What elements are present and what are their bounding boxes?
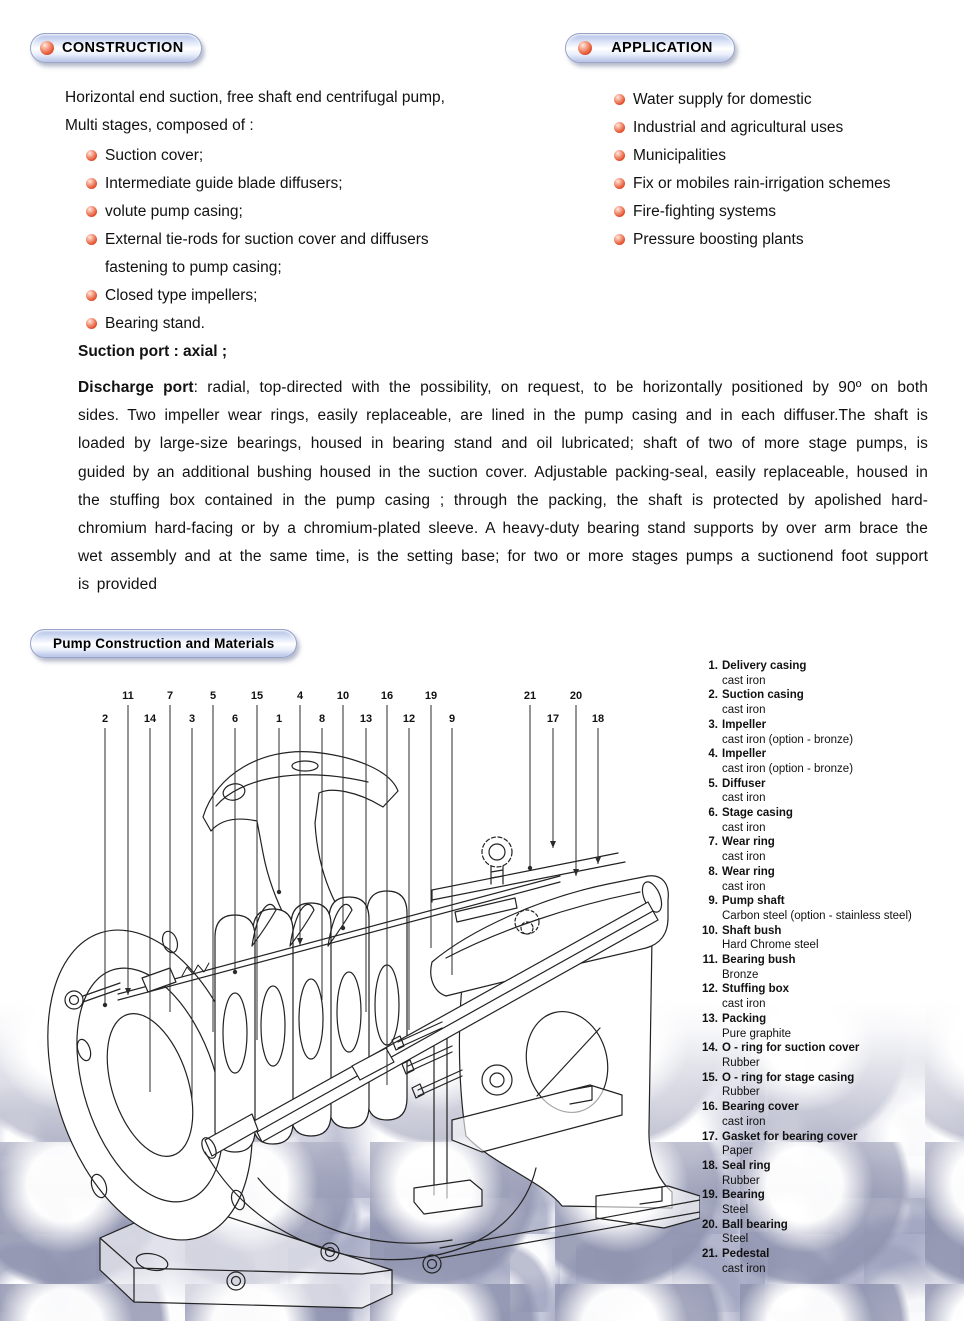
bullet-icon bbox=[86, 178, 97, 189]
part-number: 12. bbox=[702, 983, 718, 996]
callout-number-13: 13 bbox=[359, 713, 373, 725]
part-material: cast iron bbox=[722, 998, 766, 1011]
part-number: 11. bbox=[702, 954, 718, 967]
part-row bbox=[684, 953, 962, 982]
part-number: 9. bbox=[708, 895, 718, 908]
list-item bbox=[614, 170, 959, 198]
bullet-icon bbox=[614, 206, 625, 217]
part-number: 10. bbox=[702, 924, 718, 937]
list-item bbox=[86, 226, 486, 282]
part-number: 20. bbox=[702, 1218, 718, 1231]
part-row bbox=[684, 1100, 962, 1129]
part-number: 14. bbox=[702, 1042, 718, 1055]
section-badge-materials bbox=[30, 629, 297, 658]
part-row bbox=[684, 688, 962, 717]
part-name: Wear ring bbox=[722, 865, 775, 878]
suction-port-line: Suction port : axial ; bbox=[78, 343, 227, 360]
callout-number-21: 21 bbox=[523, 690, 537, 702]
red-sphere-icon bbox=[578, 41, 592, 55]
list-item-text: Suction cover; bbox=[105, 147, 204, 164]
part-material: Rubber bbox=[722, 1056, 760, 1069]
list-item-text: Fix or mobiles rain-irrigation schemes bbox=[633, 175, 891, 192]
part-row bbox=[684, 865, 962, 894]
part-row bbox=[684, 1041, 962, 1070]
callout-arrow-17 bbox=[550, 841, 556, 848]
bullet-icon bbox=[614, 122, 625, 133]
callout-number-1: 1 bbox=[275, 713, 283, 725]
bullet-icon bbox=[86, 290, 97, 301]
callout-number-9: 9 bbox=[448, 713, 456, 725]
part-number: 5. bbox=[708, 777, 718, 790]
list-item-text: Industrial and agricultural uses bbox=[633, 119, 844, 136]
part-number: 16. bbox=[702, 1101, 718, 1114]
list-item bbox=[614, 86, 959, 114]
part-material: Carbon steel (option - stainless steel) bbox=[722, 909, 912, 922]
part-row bbox=[684, 806, 962, 835]
part-name: Stage casing bbox=[722, 807, 793, 820]
part-row bbox=[684, 1071, 962, 1100]
bullet-icon bbox=[614, 150, 625, 161]
list-item bbox=[86, 170, 486, 198]
section-badge-construction bbox=[30, 33, 202, 63]
part-number: 3. bbox=[708, 718, 718, 731]
part-row bbox=[684, 1130, 962, 1159]
part-material: cast iron bbox=[722, 1262, 766, 1275]
list-item-text: Intermediate guide blade diffusers; bbox=[105, 175, 343, 192]
section-title: APPLICATION bbox=[611, 40, 713, 56]
callout-number-4: 4 bbox=[296, 690, 304, 702]
part-name: Wear ring bbox=[722, 836, 775, 849]
pump-diagram-svg bbox=[40, 680, 700, 1321]
intro-line: Horizontal end suction, free shaft end centrifugal pump, bbox=[65, 89, 445, 106]
list-item-text: Fire-fighting systems bbox=[633, 203, 776, 220]
part-name: Shaft bush bbox=[722, 924, 782, 937]
parts-list bbox=[684, 659, 962, 1277]
part-number: 2. bbox=[708, 689, 718, 702]
callout-number-20: 20 bbox=[569, 690, 583, 702]
part-name: Suction casing bbox=[722, 689, 804, 702]
callout-number-15: 15 bbox=[250, 690, 264, 702]
callout-number-2: 2 bbox=[101, 713, 109, 725]
list-item-text: Pressure boosting plants bbox=[633, 231, 804, 248]
part-material: Bronze bbox=[722, 968, 759, 981]
list-item bbox=[86, 282, 486, 310]
part-number: 4. bbox=[708, 748, 718, 761]
list-item bbox=[614, 198, 959, 226]
list-item bbox=[614, 114, 959, 142]
list-item-text: Water supply for domestic bbox=[633, 91, 812, 108]
part-material: cast iron (option - bronze) bbox=[722, 733, 854, 746]
callout-number-12: 12 bbox=[402, 713, 416, 725]
discharge-text: : radial, top-directed with the possibility, on request, to be horizontally positioned by 90º on both sides. Two impeller wear rings, easily replaceable, are lined in the pump casing and in each diffuser.The shaft is loaded by large-size bearings, housed in bearing stand and oil lubricated; shaft of two of more stage pumps, is guided by an additional bushing housed in the suction cover. Adjustable packing-seal, easily replaceable, housed in the stuffing box contained in the pump casing ; through the packing, the shaft is protected by apolished hard-chromium hard-facing or by a chromium-plated sleeve. A heavy-duty bearing stand supports by over arm brace the wet assembly and at the same time, is the setting base; for two or more stages pumps a suctionend foot support is provided bbox=[78, 379, 928, 594]
part-name: O - ring for stage casing bbox=[722, 1071, 855, 1084]
construction-list bbox=[86, 142, 486, 338]
callout-number-6: 6 bbox=[231, 713, 239, 725]
part-name: Bearing cover bbox=[722, 1101, 799, 1114]
part-number: 1. bbox=[708, 660, 718, 672]
part-number: 7. bbox=[708, 836, 718, 849]
intro-line: Multi stages, composed of : bbox=[65, 117, 254, 134]
list-item bbox=[614, 226, 959, 254]
callout-number-16: 16 bbox=[380, 690, 394, 702]
part-material: Steel bbox=[722, 1233, 749, 1246]
bullet-icon bbox=[86, 150, 97, 161]
list-item-text: External tie-rods for suction cover and diffusers fastening to pump casing; bbox=[105, 231, 429, 276]
callout-number-5: 5 bbox=[209, 690, 217, 702]
list-item bbox=[86, 198, 486, 226]
callout-arrow-18 bbox=[595, 857, 601, 864]
bullet-icon bbox=[614, 94, 625, 105]
part-number: 17. bbox=[702, 1130, 718, 1143]
callout-number-18: 18 bbox=[591, 713, 605, 725]
section-title: CONSTRUCTION bbox=[62, 40, 184, 56]
part-row bbox=[684, 747, 962, 776]
section-title: Pump Construction and Materials bbox=[53, 636, 275, 651]
list-item-text: Municipalities bbox=[633, 147, 727, 164]
part-number: 13. bbox=[702, 1012, 718, 1025]
section-badge-application bbox=[565, 33, 735, 63]
red-sphere-icon bbox=[40, 41, 54, 55]
part-material: cast iron (option - bronze) bbox=[722, 762, 854, 775]
list-item bbox=[86, 310, 486, 338]
list-item-text: Bearing stand. bbox=[105, 315, 205, 332]
part-row bbox=[684, 924, 962, 953]
discharge-paragraph bbox=[78, 374, 928, 600]
part-name: Pump shaft bbox=[722, 895, 785, 908]
list-item bbox=[86, 142, 486, 170]
list-item bbox=[614, 142, 959, 170]
part-material: Pure graphite bbox=[722, 1027, 792, 1040]
callout-number-17: 17 bbox=[546, 713, 560, 725]
bullet-icon bbox=[86, 206, 97, 217]
bullet-icon bbox=[86, 234, 97, 245]
part-material: cast iron bbox=[722, 821, 766, 834]
part-name: Delivery casing bbox=[722, 660, 807, 672]
part-name: Packing bbox=[722, 1012, 767, 1025]
construction-intro bbox=[65, 84, 545, 140]
bullet-icon bbox=[614, 178, 625, 189]
part-name: Impeller bbox=[722, 748, 767, 761]
part-material: cast iron bbox=[722, 674, 766, 687]
part-row bbox=[684, 1247, 962, 1276]
part-name: Gasket for bearing cover bbox=[722, 1130, 858, 1143]
callout-dot-21 bbox=[528, 866, 532, 870]
part-material: cast iron bbox=[722, 704, 766, 717]
part-material: cast iron bbox=[722, 1115, 766, 1128]
part-name: Diffuser bbox=[722, 777, 766, 790]
discharge-label: Discharge port bbox=[78, 379, 194, 396]
part-number: 19. bbox=[702, 1189, 718, 1202]
part-name: Ball bearing bbox=[722, 1218, 788, 1231]
part-row bbox=[684, 894, 962, 923]
part-row bbox=[684, 718, 962, 747]
part-material: cast iron bbox=[722, 792, 766, 805]
callout-number-7: 7 bbox=[166, 690, 174, 702]
part-name: O - ring for suction cover bbox=[722, 1042, 860, 1055]
callout-dot-2 bbox=[103, 1003, 107, 1007]
part-material: Paper bbox=[722, 1145, 753, 1158]
callout-dot-6 bbox=[233, 970, 237, 974]
part-material: Rubber bbox=[722, 1174, 760, 1187]
bullet-icon bbox=[86, 318, 97, 329]
part-row bbox=[684, 777, 962, 806]
part-material: Hard Chrome steel bbox=[722, 939, 819, 952]
part-material: Steel bbox=[722, 1204, 749, 1217]
part-name: Impeller bbox=[722, 718, 767, 731]
bullet-icon bbox=[614, 234, 625, 245]
part-number: 6. bbox=[708, 807, 718, 820]
list-item-text: volute pump casing; bbox=[105, 203, 243, 220]
part-material: cast iron bbox=[722, 880, 766, 893]
part-number: 21. bbox=[702, 1248, 718, 1261]
part-name: Pedestal bbox=[722, 1248, 770, 1261]
part-row bbox=[684, 659, 962, 688]
part-name: Seal ring bbox=[722, 1159, 771, 1172]
part-row bbox=[684, 835, 962, 864]
part-name: Stuffing box bbox=[722, 983, 790, 996]
callout-dot-1 bbox=[277, 890, 281, 894]
part-name: Bearing bush bbox=[722, 954, 796, 967]
callout-number-10: 10 bbox=[336, 690, 350, 702]
part-number: 15. bbox=[702, 1071, 718, 1084]
part-row bbox=[684, 982, 962, 1011]
part-row bbox=[684, 1159, 962, 1188]
part-row bbox=[684, 1218, 962, 1247]
part-material: Rubber bbox=[722, 1086, 760, 1099]
callout-number-8: 8 bbox=[318, 713, 326, 725]
pump-cutaway-drawing bbox=[40, 752, 700, 1308]
callout-number-11: 11 bbox=[122, 690, 134, 702]
part-row bbox=[684, 1012, 962, 1041]
part-row bbox=[684, 1188, 962, 1217]
part-number: 8. bbox=[708, 865, 718, 878]
callout-number-19: 19 bbox=[424, 690, 438, 702]
list-item-text: Closed type impellers; bbox=[105, 287, 258, 304]
part-material: cast iron bbox=[722, 851, 766, 864]
callout-dot-10 bbox=[341, 926, 345, 930]
part-name: Bearing bbox=[722, 1189, 765, 1202]
callout-number-14: 14 bbox=[143, 713, 157, 725]
application-list bbox=[614, 86, 959, 254]
part-number: 18. bbox=[702, 1159, 718, 1172]
callout-number-3: 3 bbox=[188, 713, 196, 725]
